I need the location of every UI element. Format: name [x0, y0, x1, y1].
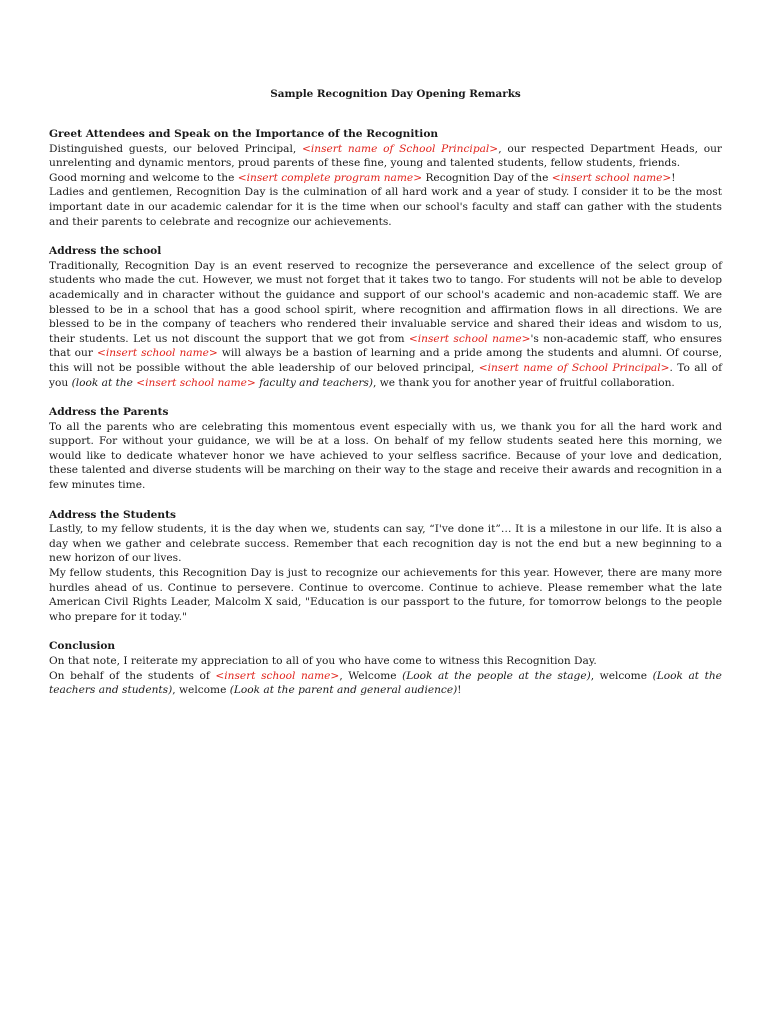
- paragraph-text: Recognition Day of the: [422, 171, 552, 184]
- paragraph-text: , our respected Department Heads, our unrelenting and dynamic mentors, proud parents of these fine, young and talented students, fellow students, friends.: [49, 142, 722, 170]
- placeholder-text: <insert school name>: [551, 171, 672, 184]
- section-paragraph: [49, 522, 722, 566]
- paragraph-text: will always be a bastion of learning and a pride among the students and alumni. Of course, this will not be possible without the able leadership of our beloved principal,: [49, 347, 722, 374]
- document-section: [49, 127, 722, 229]
- section-paragraph: [49, 566, 722, 624]
- section-paragraph: [49, 669, 722, 698]
- placeholder-text: <insert school name>: [136, 376, 256, 389]
- placeholder-text: <insert school name>: [96, 347, 218, 360]
- stage-direction: (look at the: [71, 376, 137, 389]
- document-body: [49, 127, 722, 698]
- stage-direction: faculty and teachers): [255, 376, 373, 389]
- paragraph-text: My fellow students, this Recognition Day is just to recognize our achievements for this year. However, there are many more hurdles ahead of us. Continue to persevere. Continue to overcome. Continue to achieve. Please remember what the late American Civil Rights Leader, Malcolm X said, "Education is our passport to the future, for tomorrow belongs to the people who prepare for it today.": [49, 567, 722, 623]
- section-heading: Conclusion: [49, 640, 116, 653]
- paragraph-text: Distinguished guests, our beloved Principal,: [49, 142, 302, 155]
- stage-direction: (Look at the parent and general audience): [229, 684, 458, 697]
- paragraph-text: On that note, I reiterate my appreciation to all of you who have come to witness this Recognition Day.: [49, 655, 597, 667]
- stage-direction: (Look at the teachers and students): [49, 669, 722, 697]
- document-section: [49, 405, 722, 493]
- placeholder-text: <insert complete program name>: [237, 171, 423, 184]
- stage-direction: (Look at the people at the stage): [402, 669, 591, 682]
- section-heading: Greet Attendees and Speak on the Importance of the Recognition: [49, 128, 439, 140]
- paragraph-text: , Welcome: [339, 669, 403, 682]
- placeholder-text: <insert school name>: [215, 669, 340, 682]
- paragraph-text: , welcome: [590, 669, 653, 682]
- placeholder-text: <insert name of School Principal>: [302, 142, 499, 155]
- paragraph-text: !: [457, 684, 462, 697]
- section-heading: Address the school: [49, 245, 162, 258]
- placeholder-text: <insert school name>: [408, 332, 531, 345]
- section-heading: Address the Students: [49, 508, 176, 521]
- paragraph-text: !: [671, 171, 676, 184]
- paragraph-text: . To all of you: [49, 361, 722, 389]
- paragraph-text: To all the parents who are celebrating this momentous event especially with us, we thank you for all the hard work and support. For without your guidance, we will be at a loss. On behalf of my fellow students seated here this morning, we would like to dedicate whatever honor we have achieved to your selfless sacrifice. Because of your love and dedication, these talented and diverse students will be marching on their way to the stage and receive their awards and recognition in a few minutes time.: [49, 420, 722, 492]
- paragraph-text: 's non-academic staff, who ensures that our: [49, 332, 722, 360]
- document-section: [49, 508, 722, 625]
- section-paragraph: [49, 142, 722, 171]
- paragraph-text: Lastly, to my fellow students, it is the day when we, students can say, “I've done it”… It is a milestone in our life. It is also a day when we gather and celebrate success. Remember that each recognition day is not the end but a new beginning to a new horizon of our lives.: [49, 523, 722, 565]
- section-heading: Address the Parents: [49, 406, 169, 419]
- paragraph-text: Good morning and welcome to the: [49, 171, 238, 184]
- paragraph-text: , welcome: [172, 684, 230, 697]
- section-paragraph: [49, 420, 722, 493]
- section-paragraph: [49, 654, 722, 669]
- section-paragraph: [49, 185, 722, 229]
- document-title: Sample Recognition Day Opening Remarks: [270, 88, 521, 100]
- document-section: [49, 244, 722, 390]
- document-section: [49, 639, 722, 697]
- paragraph-text: Traditionally, Recognition Day is an event reserved to recognize the perseverance and excellence of the select group of students who made the cut. However, we must not forget that it takes two to tango. For students will not be able to develop academically and in character without the guidance and support of our school's academic and non-academic staff. We are blessed to be in a school that has a good school spirit, where recognition and affirmation flows in all directions. We are blessed to be in the company of teachers who rendered their invaluable service and shared their ideas and wisdom to us, their students. Let us not discount the support that we got from: [49, 259, 722, 345]
- paragraph-text: Ladies and gentlemen, Recognition Day is the culmination of all hard work and a year of study. I consider it to be the most important date in our academic calendar for it is the time when our school's faculty and staff can gather with the students and their parents to celebrate and recognize our achievements.: [49, 186, 722, 228]
- section-paragraph: [49, 259, 722, 390]
- placeholder-text: <insert name of School Principal>: [478, 361, 670, 374]
- paragraph-text: On behalf of the students of: [49, 669, 216, 682]
- section-paragraph: [49, 171, 722, 186]
- paragraph-text: , we thank you for another year of fruitful collaboration.: [372, 376, 675, 389]
